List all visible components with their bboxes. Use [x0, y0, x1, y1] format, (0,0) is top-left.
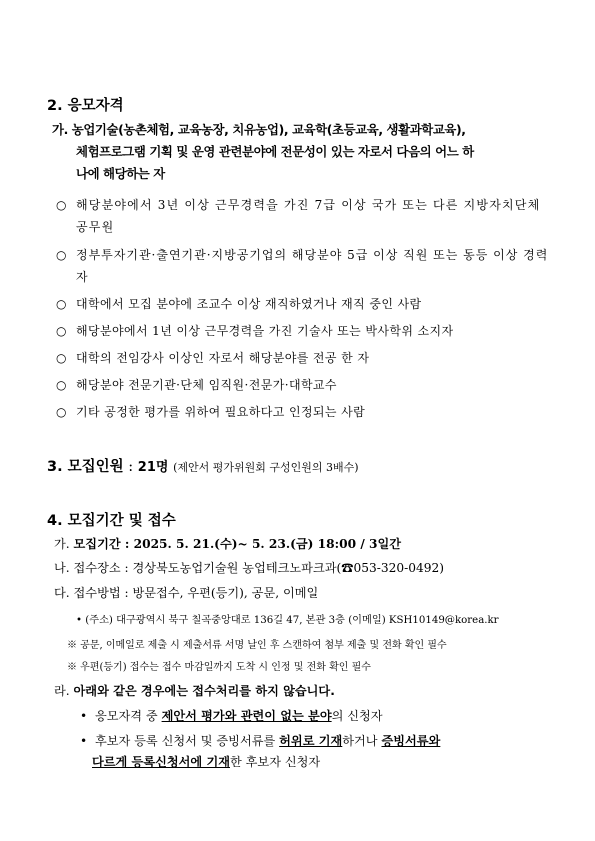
phone-number: 053-320-0492) [353, 561, 444, 575]
circle-bullet-icon: ○ [56, 405, 67, 419]
criterion-item [56, 244, 556, 288]
method-text: 접수방법 : 방문접수, 우편(등기), 공문, 이메일 [73, 586, 319, 600]
criterion-item [56, 194, 556, 238]
criterion-text: 기타 공정한 평가를 위하여 필요하다고 인정되는 사람 [76, 405, 366, 419]
section-3-colon: : [123, 459, 138, 475]
period-prefix: 가. [54, 537, 70, 551]
criterion-text: 해당분야에서 1년 이상 근무경력을 가진 기술사 또는 박사학위 소지자 [76, 324, 454, 338]
note-registered-mail: ※ 우편(등기) 접수는 접수 마감일까지 도착 시 인정 및 전화 확인 필수 [67, 662, 371, 673]
recruit-count: 21명 [137, 460, 169, 475]
reject-item-text: 한 후보자 신청자 [230, 755, 321, 769]
reject-row [54, 682, 335, 700]
criterion-text: 대학의 전임강사 이상인 자로서 해당분야를 전공 한 자 [76, 351, 370, 365]
circle-bullet-icon: ○ [56, 351, 67, 365]
reject-prefix: 라. [54, 684, 70, 698]
period-row [54, 535, 401, 553]
reject-title: 아래와 같은 경우에는 접수처리를 하지 않습니다. [73, 684, 335, 698]
eligibility-group-title-line3: 나에 해당하는 자 [76, 166, 165, 181]
criterion-item [56, 293, 556, 315]
circle-bullet-icon: ○ [56, 297, 67, 311]
place-text: 접수장소 : 경상북도농업기술원 농업테크노파크과( [73, 561, 342, 575]
dot-bullet-icon: • [80, 709, 88, 723]
recruit-note: (제안서 평가위원회 구성인원의 3배수) [173, 461, 359, 474]
reject-item-text: 하거나 [342, 734, 382, 748]
reject-item-text: 후보자 등록 신청서 및 증빙서류를 [94, 734, 280, 748]
section-3-heading: 3. 모집인원 [47, 459, 124, 475]
section-4-heading: 4. 모집기간 및 접수 [47, 513, 176, 529]
reject-item [80, 707, 383, 725]
period-value: : 2025. 5. 21.(수)~ 5. 23.(금) 18:00 / 3일간 [120, 537, 402, 551]
reject-item-emphasis: 증빙서류와 [381, 734, 441, 748]
circle-bullet-icon: ○ [56, 198, 67, 212]
reject-item-emphasis: 허위로 기재 [279, 734, 343, 748]
period-label: 모집기간 [73, 537, 121, 551]
reject-item-text: 응모자격 중 [94, 709, 162, 723]
eligibility-group-title-line2: 체험프로그램 기획 및 운영 관련분야에 전문성이 있는 자로서 다음의 어느 하 [76, 144, 474, 159]
section-2-heading: 2. 응모자격 [47, 98, 124, 114]
reject-item [80, 732, 440, 750]
reject-item-text: 의 신청자 [331, 709, 383, 723]
place-prefix: 나. [54, 561, 70, 575]
circle-bullet-icon: ○ [56, 324, 67, 338]
address-line: • (주소) 대구광역시 북구 칠곡중앙대로 136길 47, 본관 3층 (이메일) KSH10149@korea.kr [76, 615, 499, 626]
criterion-text: 정부투자기관·출연기관·지방공기업의 해당분야 5급 이상 직원 또는 동등 이상 경력자 [76, 248, 549, 284]
dot-bullet-icon: • [80, 734, 88, 748]
phone-icon: ☎ [341, 561, 354, 575]
criterion-item [56, 347, 556, 369]
criterion-text: 대학에서 모집 분야에 조교수 이상 재직하였거나 재직 중인 사람 [76, 297, 422, 311]
section-3-line [47, 455, 359, 476]
circle-bullet-icon: ○ [56, 378, 67, 392]
place-row [54, 559, 444, 577]
criterion-text: 해당분야 전문기관·단체 임직원·전문가·대학교수 [76, 378, 337, 392]
criterion-text: 해당분야에서 3년 이상 근무경력을 가진 7급 이상 국가 또는 다른 지방자치단체 공무원 [76, 198, 541, 234]
criterion-item [56, 374, 556, 396]
note-official-email: ※ 공문, 이메일로 제출 시 제출서류 서명 날인 후 스캔하여 첨부 제출 및 전화 확인 필수 [67, 640, 447, 651]
method-prefix: 다. [54, 586, 70, 600]
reject-item-emphasis: 다르게 등록신청서에 기재 [92, 755, 230, 769]
method-row [54, 584, 318, 602]
criterion-item [56, 401, 556, 423]
criterion-item [56, 320, 556, 342]
reject-item-continued [92, 753, 320, 771]
circle-bullet-icon: ○ [56, 248, 67, 262]
reject-item-emphasis: 제안서 평가와 관련이 없는 분야 [161, 709, 332, 723]
eligibility-group-title-line1: 가. 농업기술(농촌체험, 교육농장, 치유농업), 교육학(초등교육, 생활과학교육), [52, 122, 466, 137]
